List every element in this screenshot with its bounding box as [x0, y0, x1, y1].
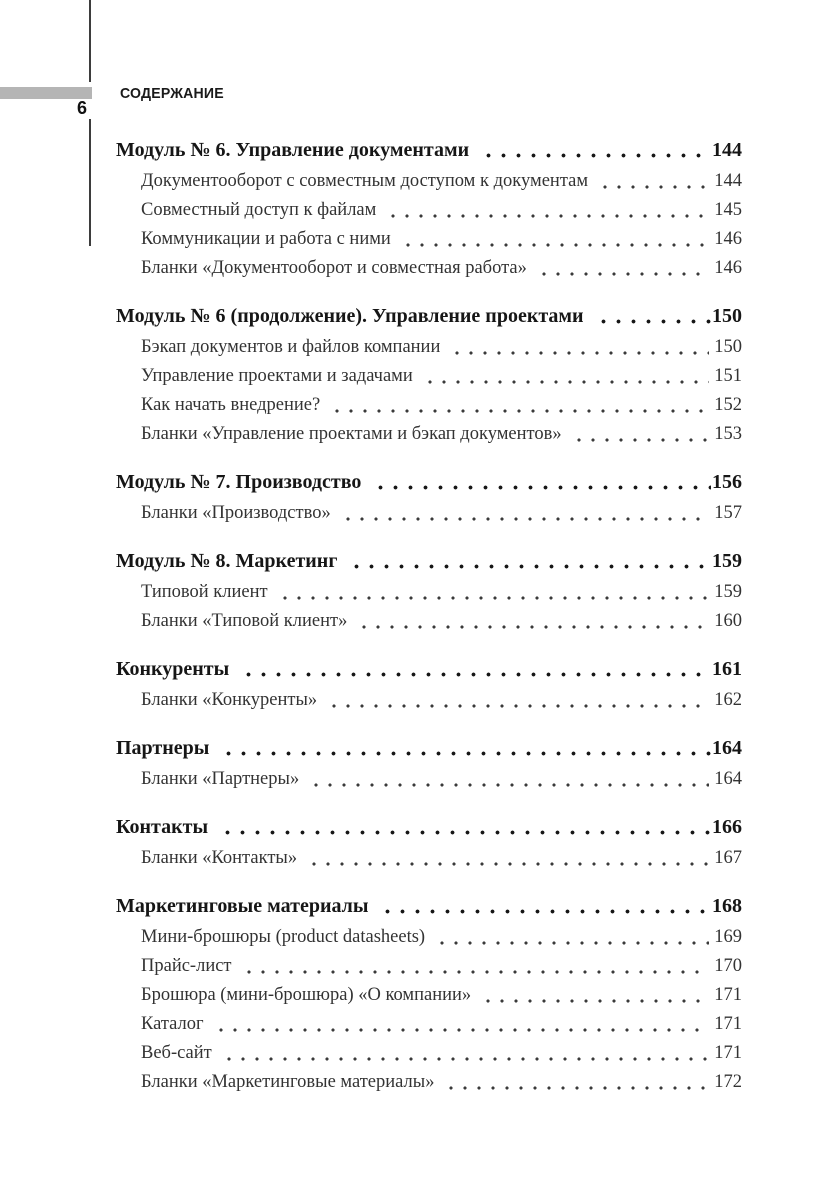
toc-section: [116, 300, 742, 449]
toc-entry-row: [116, 981, 742, 1010]
toc-section: [116, 466, 742, 528]
toc-section-title: Конкуренты: [116, 658, 230, 680]
toc-entry-row: [116, 225, 742, 254]
toc-entry-row: [116, 686, 742, 715]
margin-rule-top: [89, 0, 91, 82]
dot-leader: [240, 952, 710, 981]
dot-leader: [384, 196, 709, 225]
dot-leader: [307, 765, 709, 794]
toc-page-number: 150: [712, 305, 742, 327]
dot-leader: [355, 607, 709, 636]
toc-entry-label: Документооборот с совместным доступом к документам: [141, 171, 589, 191]
toc-section-title-row: [116, 732, 742, 765]
toc-page-number: 151: [714, 366, 742, 386]
toc-entry-row: [116, 1039, 742, 1068]
toc-entry-row: [116, 844, 742, 873]
toc-entry-label: Типовой клиент: [141, 582, 268, 602]
toc-entry-label: Совместный доступ к файлам: [141, 200, 377, 220]
dot-leader: [448, 333, 709, 362]
toc-page-number: 145: [714, 200, 742, 220]
toc-entry-label: Бланки «Документооборот и совместная работа»: [141, 258, 527, 278]
toc-entry-row: [116, 499, 742, 528]
dot-leader: [570, 420, 710, 449]
toc-entry-label: Как начать внедрение?: [141, 395, 321, 415]
dot-leader: [345, 545, 711, 578]
toc-section: [116, 890, 742, 1097]
toc-entry-row: [116, 420, 742, 449]
toc-page-number: 150: [714, 337, 742, 357]
toc-section-title: Партнеры: [116, 737, 210, 759]
dot-leader: [216, 811, 711, 844]
dot-leader: [433, 923, 709, 952]
toc-section-title-row: [116, 890, 742, 923]
toc-list: [116, 134, 742, 1114]
toc-entry-row: [116, 391, 742, 420]
dot-leader: [369, 466, 711, 499]
dot-leader: [325, 686, 709, 715]
toc-page-number: 159: [712, 550, 742, 572]
toc-entry-label: Каталог: [141, 1014, 204, 1034]
dot-leader: [328, 391, 709, 420]
toc-entry-row: [116, 952, 742, 981]
toc-page-number: 156: [712, 471, 742, 493]
toc-section-title: Модуль № 6 (продолжение). Управление проектами: [116, 305, 584, 327]
dot-leader: [376, 890, 711, 923]
toc-section-title: Модуль № 6. Управление документами: [116, 139, 470, 161]
toc-entry-row: [116, 362, 742, 391]
toc-section: [116, 545, 742, 636]
toc-section-title: Маркетинговые материалы: [116, 895, 369, 917]
toc-entry-label: Бланки «Маркетинговые материалы»: [141, 1072, 435, 1092]
toc-page-number: 159: [714, 582, 742, 602]
toc-entry-row: [116, 765, 742, 794]
dot-leader: [442, 1068, 709, 1097]
dot-leader: [477, 134, 711, 167]
toc-section: [116, 134, 742, 283]
toc-section-title-row: [116, 466, 742, 499]
toc-section-title: Контакты: [116, 816, 209, 838]
dot-leader: [421, 362, 709, 391]
toc-page-number: 160: [714, 611, 742, 631]
dot-leader: [535, 254, 709, 283]
toc-section-title-row: [116, 300, 742, 333]
toc-entry-label: Бланки «Производство»: [141, 503, 331, 523]
dot-leader: [399, 225, 709, 254]
toc-section: [116, 811, 742, 873]
toc-entry-label: Мини-брошюры (product datasheets): [141, 927, 426, 947]
folio-page-number: 6: [76, 98, 87, 118]
toc-page-number: 144: [712, 139, 742, 161]
toc-entry-row: [116, 1010, 742, 1039]
toc-entry-row: [116, 333, 742, 362]
dot-leader: [217, 732, 711, 765]
toc-page-number: 146: [714, 229, 742, 249]
dot-leader: [220, 1039, 709, 1068]
toc-page-number: 166: [712, 816, 742, 838]
toc-section-title-row: [116, 134, 742, 167]
toc-entry-row: [116, 254, 742, 283]
toc-page-number: 169: [714, 927, 742, 947]
dot-leader: [305, 844, 709, 873]
toc-entry-row: [116, 607, 742, 636]
toc-entry-label: Брошюра (мини-брошюра) «О компании»: [141, 985, 472, 1005]
toc-entry-label: Бланки «Конкуренты»: [141, 690, 318, 710]
toc-page-number: 144: [714, 171, 742, 191]
toc-page-number: 171: [714, 1014, 742, 1034]
toc-entry-row: [116, 1068, 742, 1097]
toc-entry-label: Управление проектами и задачами: [141, 366, 413, 386]
toc-entry-label: Веб-сайт: [141, 1043, 212, 1063]
toc-page-number: 168: [712, 895, 742, 917]
toc-section-title-row: [116, 653, 742, 686]
toc-page-number: 172: [714, 1072, 742, 1092]
dot-leader: [339, 499, 710, 528]
dot-leader: [596, 167, 709, 196]
toc-page-number: 152: [714, 395, 742, 415]
toc-entry-label: Бланки «Контакты»: [141, 848, 298, 868]
toc-section-title: Модуль № 7. Производство: [116, 471, 362, 493]
toc-entry-row: [116, 578, 742, 607]
toc-entry-label: Бланки «Партнеры»: [141, 769, 300, 789]
toc-entry-label: Бланки «Управление проектами и бэкап документов»: [141, 424, 562, 444]
dot-leader: [592, 300, 711, 333]
dot-leader: [237, 653, 711, 686]
dot-leader: [212, 1010, 710, 1039]
toc-page-number: 171: [714, 985, 742, 1005]
toc-entry-row: [116, 923, 742, 952]
toc-page-number: 153: [714, 424, 742, 444]
toc-section-title-row: [116, 811, 742, 844]
dot-leader: [276, 578, 710, 607]
dot-leader: [479, 981, 709, 1010]
toc-page-number: 162: [714, 690, 742, 710]
margin-rule-bottom: [89, 119, 91, 246]
toc-section: [116, 653, 742, 715]
toc-entry-row: [116, 167, 742, 196]
toc-page-number: 167: [714, 848, 742, 868]
toc-entry-row: [116, 196, 742, 225]
toc-entry-label: Бланки «Типовой клиент»: [141, 611, 348, 631]
toc-page-number: 164: [712, 737, 742, 759]
toc-section: [116, 732, 742, 794]
toc-page-number: 171: [714, 1043, 742, 1063]
toc-page-number: 146: [714, 258, 742, 278]
toc-section-title: Модуль № 8. Маркетинг: [116, 550, 338, 572]
toc-page-number: 161: [712, 658, 742, 680]
toc-section-title-row: [116, 545, 742, 578]
page-title: СОДЕРЖАНИЕ: [120, 85, 224, 102]
toc-page-number: 170: [714, 956, 742, 976]
toc-page-number: 164: [714, 769, 742, 789]
toc-page-number: 157: [714, 503, 742, 523]
toc-entry-label: Бэкап документов и файлов компании: [141, 337, 441, 357]
toc-entry-label: Прайс-лист: [141, 956, 232, 976]
toc-entry-label: Коммуникации и работа с ними: [141, 229, 391, 249]
